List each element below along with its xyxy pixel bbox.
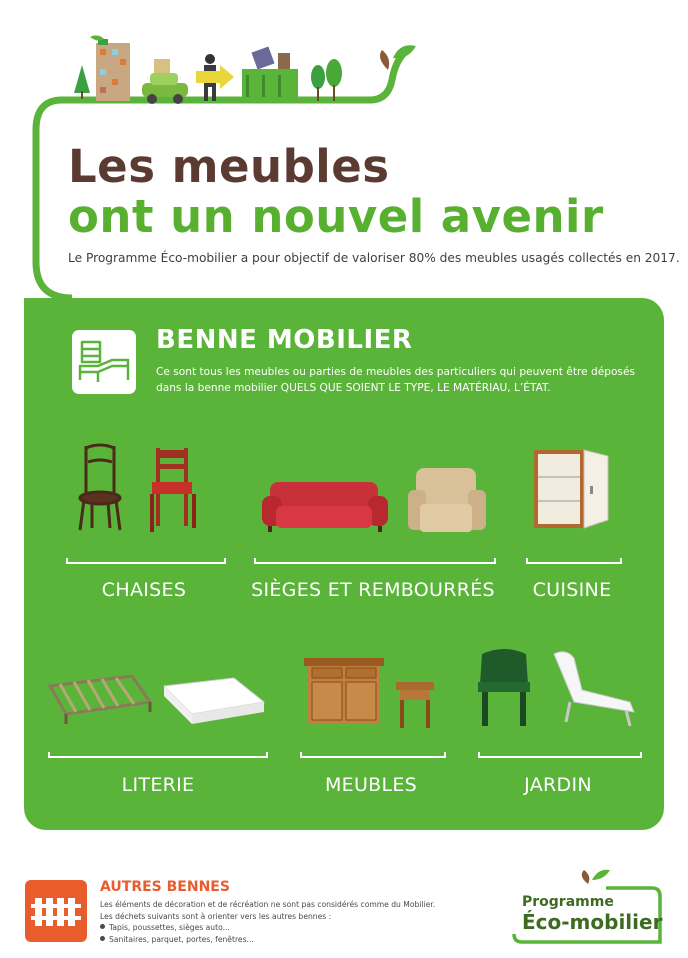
category-label-cuisine: CUISINE bbox=[532, 579, 612, 601]
page-title-line2: ont un nouvel avenir bbox=[68, 190, 604, 243]
bracket-chaises bbox=[66, 558, 226, 564]
seats-image bbox=[258, 460, 488, 540]
logo-text-programme: Programme bbox=[522, 894, 614, 910]
bistro-chair-icon bbox=[80, 445, 120, 530]
benne-title: BENNE MOBILIER bbox=[156, 325, 413, 355]
kitchen-cabinet-icon bbox=[534, 450, 608, 528]
category-label-meubles: MEUBLES bbox=[324, 774, 418, 796]
autres-line1: Les éléments de décoration et de récréation ne sont pas considérés comme du Mobilier. bbox=[100, 900, 436, 909]
slatted-bed-base-icon bbox=[50, 676, 150, 724]
side-table-icon bbox=[396, 682, 434, 728]
bracket-meubles bbox=[300, 752, 446, 758]
autres-bennes-title: AUTRES BENNES bbox=[100, 879, 230, 895]
category-label-literie: LITERIE bbox=[121, 774, 195, 796]
bracket-jardin bbox=[478, 752, 642, 758]
furniture-bed-icon bbox=[72, 330, 136, 394]
mattress-icon bbox=[164, 678, 264, 724]
sun-lounger-icon bbox=[554, 652, 634, 726]
bracket-cuisine bbox=[526, 558, 622, 564]
trees-icon bbox=[311, 59, 342, 101]
autres-bullet1: Tapis, poussettes, sièges auto... bbox=[100, 922, 435, 934]
benne-description: Ce sont tous les meubles ou parties de meubles des particuliers qui peuvent être déposés dans la benne mobilier QUELS QUE SOIENT LE TYPE, LE MATÉRIAU, L’ÉTAT. bbox=[156, 366, 635, 394]
sideboard-icon bbox=[304, 658, 384, 724]
autres-line2: Les déchets suivants sont à orienter vers les autres bennes : bbox=[100, 911, 332, 921]
bullet-icon bbox=[100, 936, 105, 941]
armchair-icon bbox=[408, 468, 486, 532]
sofa-icon bbox=[262, 482, 388, 532]
building-icon bbox=[96, 39, 130, 101]
autres-bennes-text bbox=[100, 899, 435, 945]
bedding-image bbox=[46, 668, 268, 730]
red-chair-icon bbox=[150, 448, 196, 532]
bracket-literie bbox=[48, 752, 268, 758]
autres-bullet2: Sanitaires, parquet, portes, fenêtres... bbox=[100, 934, 435, 946]
header-illustration bbox=[70, 35, 410, 107]
garden-furniture-image bbox=[474, 644, 636, 730]
person-icon bbox=[196, 54, 234, 101]
bracket-sieges bbox=[254, 558, 496, 564]
page-title-line1: Les meubles bbox=[68, 140, 390, 193]
page-subtitle: Le Programme Éco-mobilier a pour objectif de valoriser 80% des meubles usagés collectés en 2017. bbox=[68, 251, 680, 265]
category-label-chaises: CHAISES bbox=[101, 579, 187, 601]
garden-chair-icon bbox=[478, 649, 530, 726]
logo-text-eco-mobilier: Éco-mobilier bbox=[522, 910, 663, 934]
dumpster-icon bbox=[242, 46, 298, 101]
fence-icon bbox=[25, 880, 87, 942]
category-label-sieges: SIÈGES ET REMBOURRÉS bbox=[251, 579, 495, 601]
tree-icon bbox=[74, 65, 90, 99]
kitchen-cabinet-image bbox=[530, 446, 614, 532]
bullet-icon bbox=[100, 924, 105, 929]
car-icon bbox=[142, 59, 188, 104]
furniture-image bbox=[302, 654, 440, 730]
chairs-image bbox=[70, 440, 220, 540]
category-label-jardin: JARDIN bbox=[524, 774, 592, 796]
